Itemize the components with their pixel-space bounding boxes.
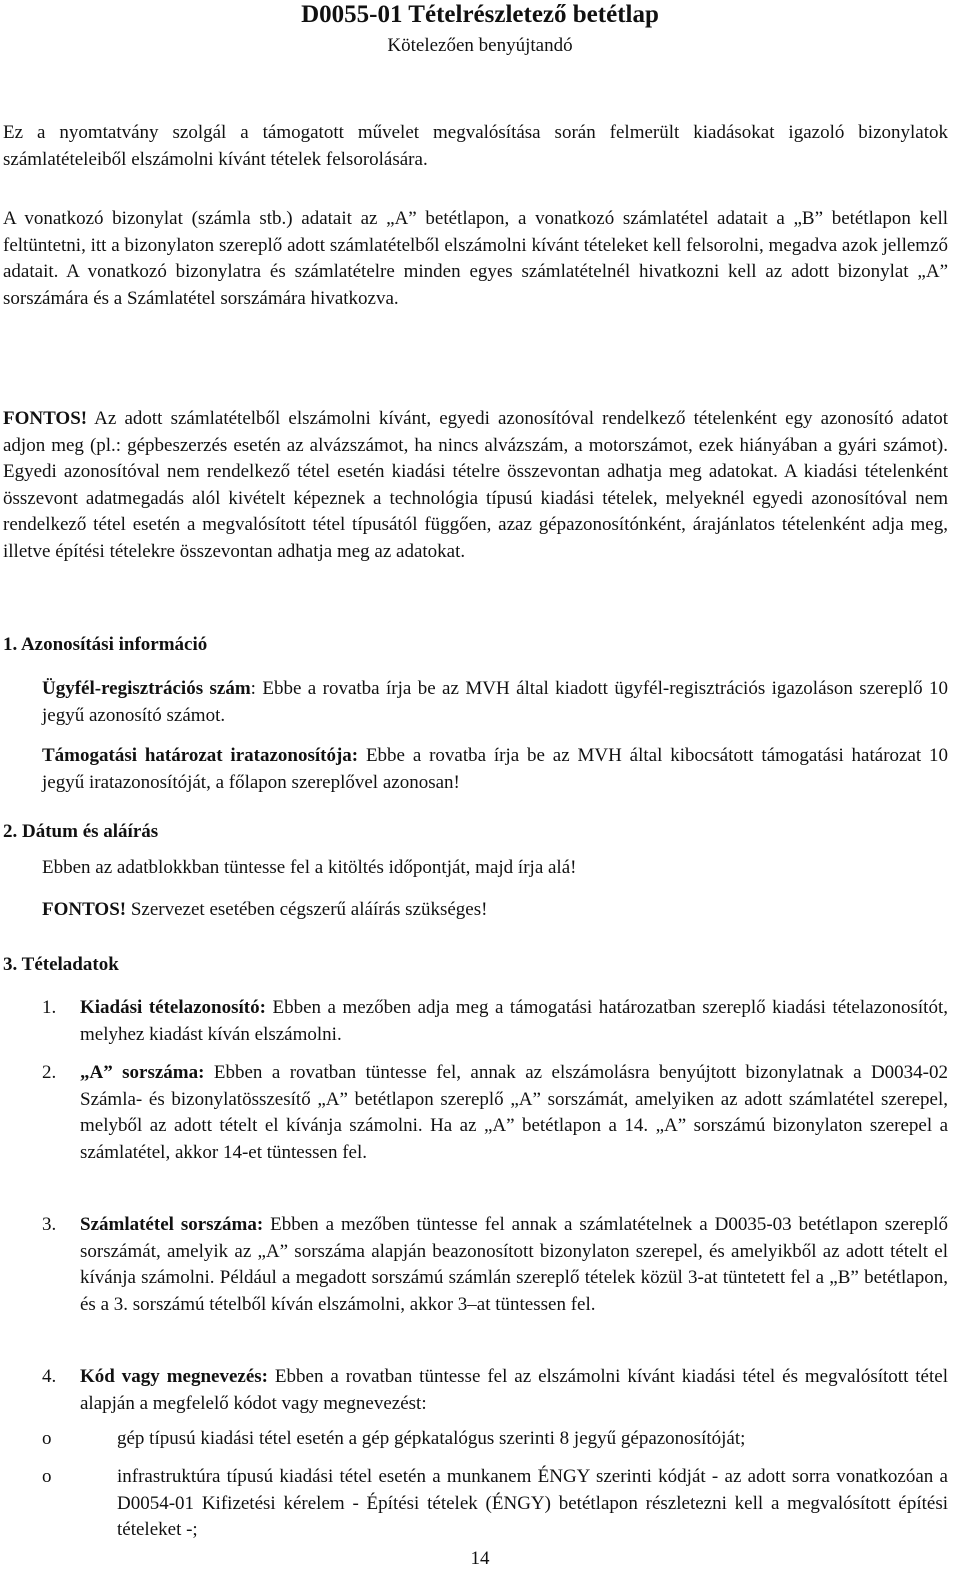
item-3-description	[80, 1212, 948, 1318]
bullet-2-text: infrastruktúra típusú kiadási tétel esetén a munkanem ÉNGY szerinti kódját - az adott sorra vonatkozóan a D0054-01 Kifizetési kérelem - Építési tételek (ÉNGY) betétlapon részletezni kell a megvalósított építési tételeket -;	[117, 1466, 948, 1541]
item-1-text: Ebben a mezőben adja meg a támogatási határozatban szereplő kiadási tételazonosítót, melyhez kiadást kíván elszámolni.	[80, 997, 948, 1045]
intro-paragraph: Ez a nyomtatvány szolgál a támogatott művelet megvalósítása során felmerült kiadásokat igazoló bizonylatok számlatételeiből elszámolni kívánt tételek felsorolására.	[3, 122, 948, 170]
bullet-2-mark: o	[42, 1466, 52, 1487]
item-2-description	[80, 1060, 948, 1166]
signature-note	[42, 897, 948, 924]
client-id-text: : Ebbe a rovatba írja be az MVH által kiadott ügyfél-regisztrációs igazoláson szereplő 10 jegyű azonosító számot.	[42, 678, 948, 726]
decision-id-text: Ebbe a rovatba írja be az MVH által kibocsátott támogatási határozat 10 jegyű iratazonosítóját, a főlapon szereplővel azonosan!	[42, 745, 949, 793]
important-label: FONTOS!	[3, 408, 88, 429]
reference-text-b: A vonatkozó bizonylatra és számlatételre minden egyes számlatételnél hivatkozni kell az adott bizonylat „A” sorszámára és a Számlatétel sorszámára hivatkozva.	[3, 261, 948, 309]
section-2-heading: 2. Dátum és aláírás	[3, 821, 159, 842]
reference-text-a: A vonatkozó bizonylat (számla stb.) adatait az „A” betétlapon, a vonatkozó számlatétel adatait a „B” betétlapon kell feltüntetni, itt a bizonylaton szereplő adott számlatételből elszámolni kívánt tételeket kell felsorolni, megadva azok jellemző adatait.	[3, 208, 948, 283]
client-id-description	[42, 676, 948, 729]
item-1-description	[80, 995, 948, 1048]
decision-id-label: Támogatási határozat iratazonosítója:	[42, 745, 359, 766]
date-signature-text: Ebben az adatblokkban tüntesse fel a kitöltés időpontját, majd írja alá!	[42, 857, 577, 878]
page-subtitle: Kötelezően benyújtandó	[387, 35, 573, 56]
item-3-label: Számlatétel sorszáma:	[80, 1214, 264, 1235]
item-3-text: Ebben a mezőben tüntesse fel annak a számlatételnek a D0035-03 betétlapon szereplő sorszámát, amelyik az „A” sorszáma alapján beazonosított bizonylaton szerepel, és amelyikből az adott tételt el kívánja számolni. Például a megadott sorszámú számlán szereplő tételek közül 3-at tüntetett fel a „B” betétlapon, és a 3. sorszámú tételből kíván elszámolni, akkor 3–at tüntessen fel.	[80, 1214, 948, 1315]
item-2-text: Ebben a rovatban tüntesse fel, annak az elszámolásra benyújtott bizonylatnak a D0034-02 Számla- és bizonylatösszesítő „A” betétlapon szereplő „A” sorszámát, amelyiken az adott számlatétel szerepel, melyből az adott tételt el kívánja számolni. Ha az „A” betétlapon a 14. „A” sorszámú bizonylaton szerepel a számlatétel, akkor 14-et tüntessen fel.	[80, 1062, 948, 1163]
item-4-description	[80, 1364, 948, 1417]
item-3-number: 3.	[42, 1214, 57, 1235]
page-number: 14	[470, 1548, 490, 1569]
item-4-number: 4.	[42, 1366, 57, 1387]
item-4-text: Ebben a rovatban tüntesse fel az elszámolni kívánt kiadási tétel és megvalósított tétel alapján a megfelelő kódot vagy megnevezést:	[80, 1366, 948, 1414]
item-2-number: 2.	[42, 1062, 57, 1083]
item-1-label: Kiadási tételazonosító:	[80, 997, 266, 1018]
page-title: D0055-01 Tételrészletező betétlap	[301, 1, 659, 28]
decision-id-description	[42, 743, 948, 796]
important-text: Az adott számlatételből elszámolni kívánt, egyedi azonosítóval rendelkező tételenként egy azonosító adatot adjon meg (pl.: gépbeszerzés esetén az alvázszámot, ha nincs alvázszám, a motorszámot, ezek hiányában a gyári számot). Egyedi azonosítóval nem rendelkező tétel esetén kiadási tételre összevontan adhatja meg adatokat. A kiadási tételenként összevont adatmegadás alól kivételt képeznek a technológia típusú kiadási tételek, melyeknél egyedi azonosítóval nem rendelkező tétel esetén a megvalósított tétel típusától függően, azaz gépazonosítónként, árajánlatos tételenként adja meg, illetve építési tételekre összevontan adhatja meg az adatokat.	[3, 408, 948, 562]
signature-note-text: Szervezet esetében cégszerű aláírás szükséges!	[126, 899, 488, 920]
client-id-label: Ügyfél-regisztrációs szám	[42, 678, 251, 699]
item-1-number: 1.	[42, 997, 57, 1018]
item-4-label: Kód vagy megnevezés:	[80, 1366, 268, 1387]
section-1-heading: 1. Azonosítási információ	[3, 634, 208, 655]
reference-paragraph	[3, 206, 948, 312]
section-3-heading: 3. Tételadatok	[3, 954, 119, 975]
signature-note-label: FONTOS!	[42, 899, 127, 920]
important-paragraph	[3, 406, 948, 566]
bullet-1-text: gép típusú kiadási tétel esetén a gép gépkatalógus szerinti 8 jegyű gépazonosítóját;	[117, 1428, 746, 1449]
item-2-label: „A” sorszáma:	[80, 1062, 205, 1083]
bullet-1-mark: o	[42, 1428, 52, 1449]
